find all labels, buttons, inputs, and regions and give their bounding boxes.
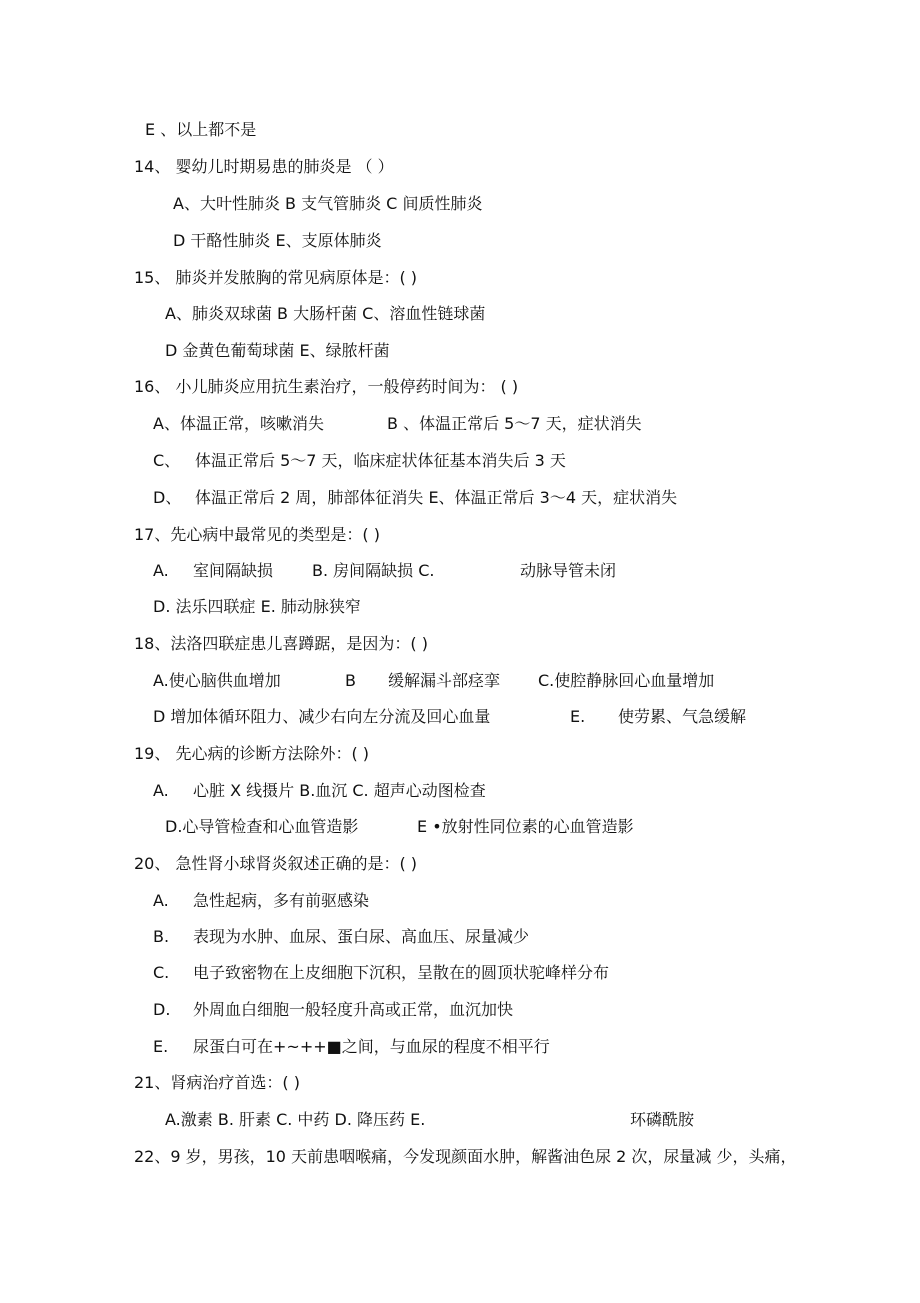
- question-20-option-c-label: C.: [153, 963, 170, 982]
- question-18-option-b-text: 缓解漏斗部痉挛: [388, 671, 501, 690]
- question-20-option-e-text: 尿蛋白可在+~++■之间，与血尿的程度不相平行: [193, 1037, 550, 1056]
- question-16: 16、 小儿肺炎应用抗生素治疗，一般停药时间为： ( ): [134, 377, 519, 396]
- question-17: 17、先心病中最常见的类型是：( ): [134, 525, 380, 544]
- question-16-option-d-label: D、: [153, 488, 182, 507]
- question-15: 15、 肺炎并发脓胸的常见病原体是：( ): [134, 268, 418, 287]
- question-19-option-d: D.心导管检查和心血管造影: [165, 817, 359, 836]
- question-18-option-d: D 增加体循环阻力、减少右向左分流及回心血量: [153, 707, 491, 726]
- question-20-option-a-text: 急性起病，多有前驱感染: [193, 891, 370, 910]
- question-20-option-d-text: 外周血白细胞一般轻度升高或正常，血沉加快: [193, 1000, 514, 1019]
- question-21-option-e-text: 环磷酰胺: [630, 1110, 695, 1129]
- question-19: 19、 先心病的诊断方法除外：( ): [134, 744, 370, 763]
- question-17-option-a-label: A.: [153, 561, 169, 580]
- question-18-option-a: A.使心脑供血增加: [153, 671, 281, 690]
- question-18-option-e-text: 使劳累、气急缓解: [618, 707, 747, 726]
- question-20-option-a-label: A.: [153, 891, 169, 910]
- option-e-line: E 、以上都不是: [145, 120, 257, 139]
- question-20-option-e-label: E.: [153, 1037, 169, 1056]
- question-21-options: A.激素 B. 肝素 C. 中药 D. 降压药 E.: [165, 1110, 426, 1129]
- question-17-option-c-text: 动脉导管未闭: [520, 561, 617, 580]
- question-16-option-d-text: 体温正常后 2 周，肺部体征消失 E、体温正常后 3〜4 天，症状消失: [195, 488, 678, 507]
- question-16-option-c-text: 体温正常后 5〜7 天，临床症状体征基本消失后 3 天: [195, 451, 566, 470]
- question-15-options-2: D 金黄色葡萄球菌 E、绿脓杆菌: [165, 341, 390, 360]
- question-15-options-1: A、肺炎双球菌 B 大肠杆菌 C、溶血性链球菌: [165, 304, 486, 323]
- question-14-options-2: D 干酪性肺炎 E、支原体肺炎: [173, 231, 382, 250]
- question-18: 18、法洛四联症患儿喜蹲踞，是因为：( ): [134, 634, 428, 653]
- question-20-option-b-text: 表现为水肿、血尿、蛋白尿、高血压、尿量减少: [193, 927, 530, 946]
- question-17-option-bc: B. 房间隔缺损 C.: [312, 561, 435, 580]
- question-17-options-de: D. 法乐四联症 E. 肺动脉狭窄: [153, 597, 361, 616]
- question-14: 14、 婴幼儿时期易患的肺炎是 （ ）: [134, 157, 394, 176]
- question-20-option-b-label: B.: [153, 927, 170, 946]
- question-17-option-a-text: 室间隔缺损: [193, 561, 274, 580]
- question-18-option-b-label: B: [345, 671, 356, 690]
- question-14-options-1: A、大叶性肺炎 B 支气管肺炎 C 间质性肺炎: [173, 194, 483, 213]
- question-20-option-d-label: D.: [153, 1000, 171, 1019]
- question-20-option-c-text: 电子致密物在上皮细胞下沉积，呈散在的圆顶状驼峰样分布: [193, 963, 610, 982]
- question-21: 21、肾病治疗首选：( ): [134, 1073, 300, 1092]
- question-19-options-abc: 心脏 X 线摄片 B.血沉 C. 超声心动图检查: [193, 781, 486, 800]
- question-18-option-c: C.使腔静脉回心血量增加: [538, 671, 715, 690]
- question-16-option-b: B 、体温正常后 5〜7 天，症状消失: [387, 414, 642, 433]
- question-20: 20、 急性肾小球肾炎叙述正确的是：( ): [134, 854, 418, 873]
- question-19-option-a-label: A.: [153, 781, 169, 800]
- question-19-option-e: E •放射性同位素的心血管造影: [417, 817, 634, 836]
- question-16-option-a: A、体温正常，咳嗽消失: [153, 414, 324, 433]
- question-22: 22、9 岁，男孩，10 天前患咽喉痛，今发现颜面水肿，解酱油色尿 2 次，尿量减 少，头痛，: [134, 1147, 797, 1166]
- question-16-option-c-label: C、: [153, 451, 181, 470]
- question-18-option-e-label: E.: [570, 707, 586, 726]
